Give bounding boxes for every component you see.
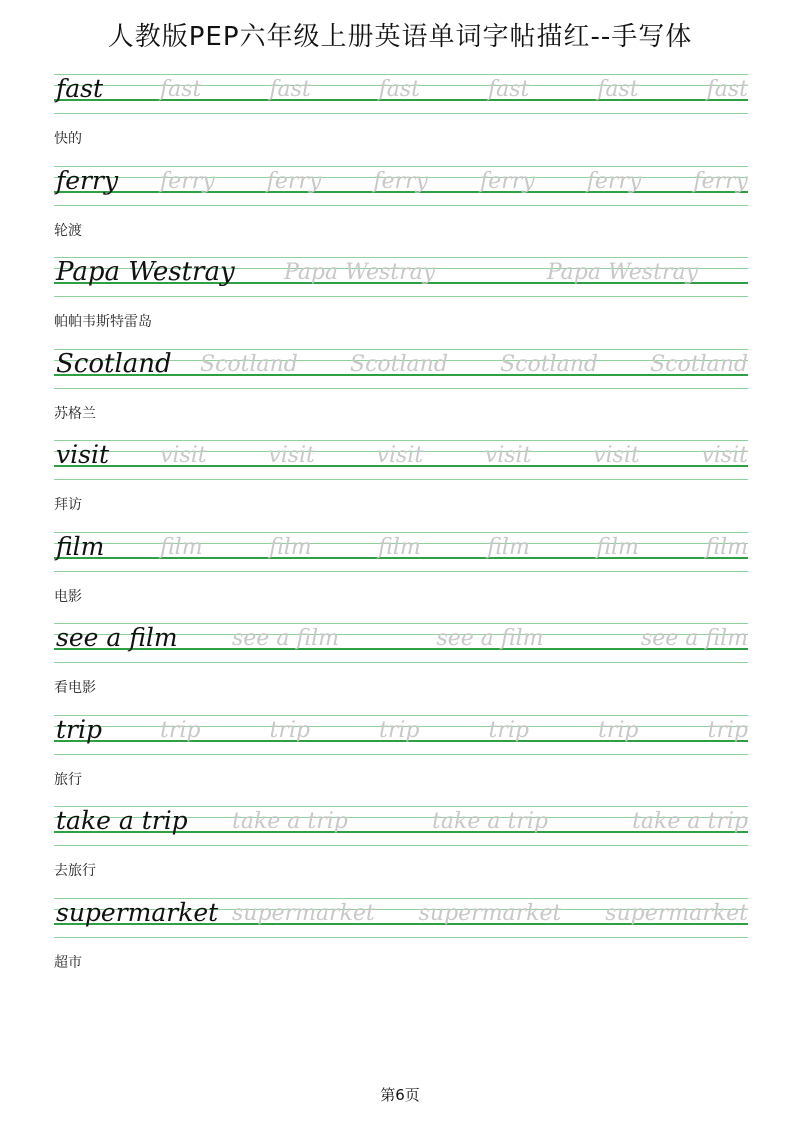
guide-lines — [54, 257, 748, 299]
trace-word: trip — [160, 717, 201, 743]
trace-word: visit — [376, 443, 424, 468]
trace-words — [160, 74, 748, 104]
trace-words — [160, 532, 748, 562]
word-meaning: 去旅行 — [54, 863, 96, 879]
word-example: Papa Westray — [56, 257, 235, 287]
page-number: 第6页 — [380, 1086, 420, 1104]
word-example: take a trip — [56, 806, 188, 835]
trace-word: see a film — [640, 626, 748, 651]
word-meaning: 旅行 — [54, 771, 82, 788]
trace-word: fast — [597, 77, 639, 102]
trace-word: fast — [160, 77, 202, 102]
trace-word: trip — [707, 717, 748, 743]
word-meaning: 帕帕韦斯特雷岛 — [54, 314, 152, 330]
page-title: 人教版PEP六年级上册英语单词字帖描红--手写体 — [107, 22, 693, 52]
trace-word: Scotland — [350, 351, 448, 377]
word-meaning: 快的 — [54, 131, 82, 147]
word-meaning: 看电影 — [54, 680, 96, 696]
guide-lines — [54, 349, 748, 391]
trace-word: take a trip — [232, 809, 348, 834]
trace-words — [284, 257, 698, 287]
guide-lines — [54, 623, 748, 665]
trace-word: Scotland — [650, 351, 748, 377]
trace-word: Papa Westray — [546, 260, 698, 285]
word-example: supermarket — [56, 897, 219, 927]
trace-word: fast — [269, 77, 311, 102]
trace-word: ferry — [480, 168, 535, 194]
word-example: see a film — [56, 623, 178, 652]
guide-lines — [54, 532, 748, 574]
guide-line-bottom — [54, 845, 748, 846]
guide-line-bottom — [54, 571, 748, 572]
guide-line-bottom — [54, 205, 748, 206]
trace-word: supermarket — [418, 900, 562, 926]
guide-line-bottom — [54, 662, 748, 663]
trace-word: film — [705, 534, 748, 560]
trace-word: film — [596, 534, 639, 560]
trace-words — [160, 440, 748, 470]
trace-words — [160, 166, 748, 196]
guide-line-bottom — [54, 296, 748, 297]
trace-word: film — [487, 534, 530, 560]
guide-lines — [54, 715, 748, 757]
trace-word: fast — [378, 77, 421, 102]
trace-words — [232, 898, 748, 928]
trace-word: ferry — [693, 168, 748, 194]
trace-word: trip — [269, 717, 310, 743]
guide-lines — [54, 806, 748, 848]
trace-word: take a trip — [632, 809, 748, 834]
guide-line-bottom — [54, 388, 748, 389]
word-meaning: 拜访 — [54, 497, 82, 513]
trace-word: fast — [487, 77, 530, 102]
trace-word: trip — [379, 717, 420, 743]
trace-word: ferry — [160, 168, 215, 194]
trace-word: visit — [268, 443, 315, 468]
practice-row — [54, 74, 748, 166]
practice-row — [54, 532, 748, 624]
practice-row — [54, 898, 748, 990]
trace-words — [160, 715, 748, 745]
word-meaning: 苏格兰 — [54, 405, 96, 422]
trace-word: ferry — [266, 168, 322, 194]
trace-word: film — [160, 534, 203, 560]
trace-word: film — [269, 534, 312, 560]
trace-word: Scotland — [200, 351, 298, 377]
practice-row — [54, 623, 748, 715]
guide-line-bottom — [54, 937, 748, 938]
trace-words — [200, 349, 748, 379]
practice-row — [54, 715, 748, 807]
trace-word: supermarket — [605, 900, 748, 926]
trace-word: visit — [160, 443, 207, 468]
guide-line-bottom — [54, 479, 748, 480]
word-example: trip — [56, 714, 102, 744]
word-meaning: 轮渡 — [54, 222, 82, 239]
guide-line-bottom — [54, 754, 748, 755]
word-example: visit — [56, 440, 109, 469]
guide-lines — [54, 74, 748, 116]
trace-word: ferry — [373, 168, 428, 194]
trace-word: film — [378, 534, 421, 560]
word-example: Scotland — [56, 348, 172, 379]
word-example: ferry — [56, 165, 119, 195]
practice-row — [54, 806, 748, 898]
guide-line-bottom — [54, 113, 748, 114]
practice-row — [54, 166, 748, 258]
word-meaning: 超市 — [54, 954, 82, 971]
trace-word: see a film — [436, 626, 544, 651]
trace-word: trip — [488, 717, 529, 743]
trace-words — [232, 806, 748, 836]
guide-lines — [54, 440, 748, 482]
trace-word: visit — [701, 443, 748, 468]
trace-word: supermarket — [232, 900, 375, 926]
practice-row — [54, 349, 748, 441]
trace-word: Scotland — [500, 351, 598, 377]
word-example: film — [56, 531, 105, 561]
trace-word: take a trip — [432, 809, 548, 834]
practice-rows — [54, 74, 748, 989]
trace-words — [232, 623, 748, 653]
trace-word: see a film — [232, 626, 340, 651]
practice-row — [54, 257, 748, 349]
trace-word: Papa Westray — [284, 260, 436, 285]
trace-word: visit — [484, 443, 532, 468]
guide-lines — [54, 166, 748, 208]
guide-lines — [54, 898, 748, 940]
trace-word: trip — [598, 717, 639, 743]
trace-word: fast — [706, 77, 748, 102]
trace-word: ferry — [586, 168, 642, 194]
word-meaning: 电影 — [54, 588, 82, 605]
practice-row — [54, 440, 748, 532]
trace-word: visit — [593, 443, 640, 468]
word-example: fast — [56, 74, 104, 103]
